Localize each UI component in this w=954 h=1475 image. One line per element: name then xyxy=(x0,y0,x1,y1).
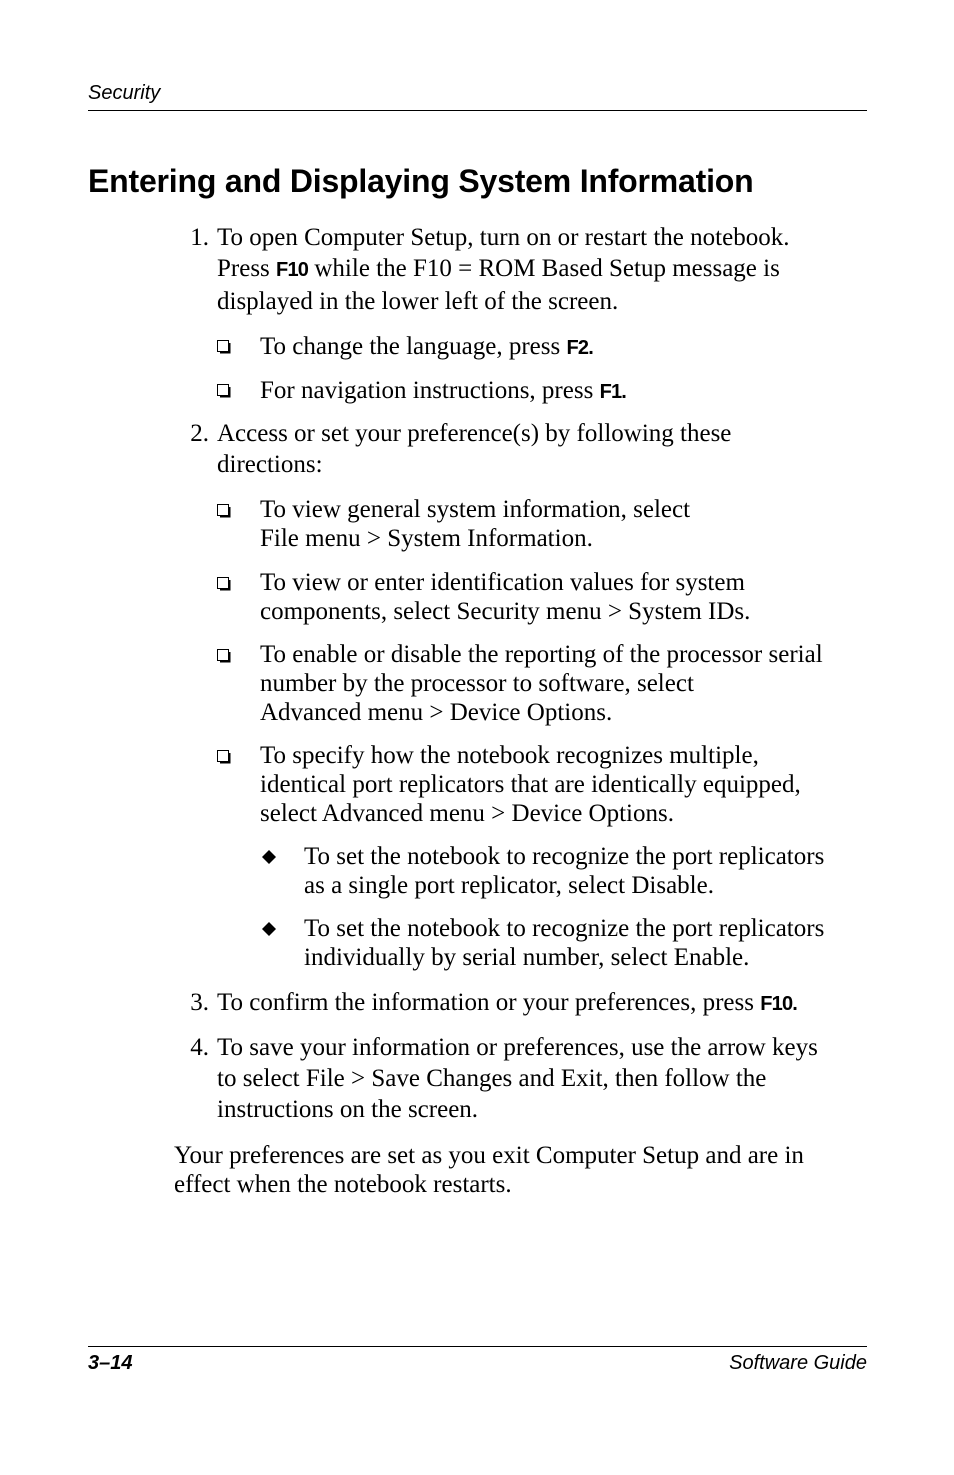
step-number: 3. xyxy=(190,989,209,1016)
step-1-line: displayed in the lower left of the screen. xyxy=(217,288,619,315)
key-f1: F1. xyxy=(599,381,627,403)
step-4-text: To save your information or preferences, use the arrow keys to select File > Save Changes and Exit, then follow the instructions on the screen. xyxy=(217,1034,818,1123)
step-2-line: Access or set your preference(s) by following these xyxy=(217,420,732,447)
bullet-item: To view or enter identification values for system components, select Security menu > System IDs. xyxy=(260,569,751,625)
step-1-text xyxy=(217,222,857,317)
bullet-item: To change the language, press F2. xyxy=(260,333,593,360)
step-1-line: Press F10 while the F10 = ROM Based Setup message is xyxy=(217,255,780,282)
step-number: 4. xyxy=(190,1034,209,1061)
page-title: Entering and Displaying System Information xyxy=(88,163,754,199)
header-rule xyxy=(88,110,867,111)
checkbox-bullet-icon xyxy=(217,750,231,764)
key-f10: F10 xyxy=(276,259,309,281)
step-number: 1. xyxy=(190,224,209,251)
guide-title: Software Guide xyxy=(729,1352,867,1374)
bullet-item: For navigation instructions, press F1. xyxy=(260,377,627,404)
checkbox-bullet-icon xyxy=(217,504,231,518)
diamond-bullet-icon xyxy=(262,922,276,936)
checkbox-bullet-icon xyxy=(217,577,231,591)
checkbox-bullet-icon xyxy=(217,340,231,354)
step-number: 2. xyxy=(190,420,209,447)
sub-bullet-item: To set the notebook to recognize the port replicators individually by serial number, select Enable. xyxy=(304,915,825,971)
checkbox-bullet-icon xyxy=(217,649,231,663)
step-1-line: To open Computer Setup, turn on or restart the notebook. xyxy=(217,224,790,251)
page-number: 3–14 xyxy=(88,1352,133,1374)
sub-bullet-item: To set the notebook to recognize the port replicators as a single port replicator, select Disable. xyxy=(304,843,825,899)
checkbox-bullet-icon xyxy=(217,384,231,398)
key-f2: F2. xyxy=(566,337,593,359)
bullet-item: To view general system information, select File menu > System Information. xyxy=(260,496,691,552)
closing-paragraph: Your preferences are set as you exit Computer Setup and are in effect when the notebook restarts. xyxy=(174,1142,804,1198)
footer-rule xyxy=(88,1346,867,1347)
key-f10: F10. xyxy=(760,993,798,1015)
step-2-line: directions: xyxy=(217,451,323,478)
bullet-item: To specify how the notebook recognizes multiple, identical port replicators that are identically equipped, select Advanced menu > Device Options. xyxy=(260,742,801,827)
step-2-text xyxy=(217,418,857,480)
bullet-item: To enable or disable the reporting of the processor serial number by the processor to software, select Advanced menu > Device Options. xyxy=(260,641,823,726)
running-header: Security xyxy=(88,82,161,104)
diamond-bullet-icon xyxy=(262,850,276,864)
step-3-text: To confirm the information or your preferences, press F10. xyxy=(217,989,798,1016)
